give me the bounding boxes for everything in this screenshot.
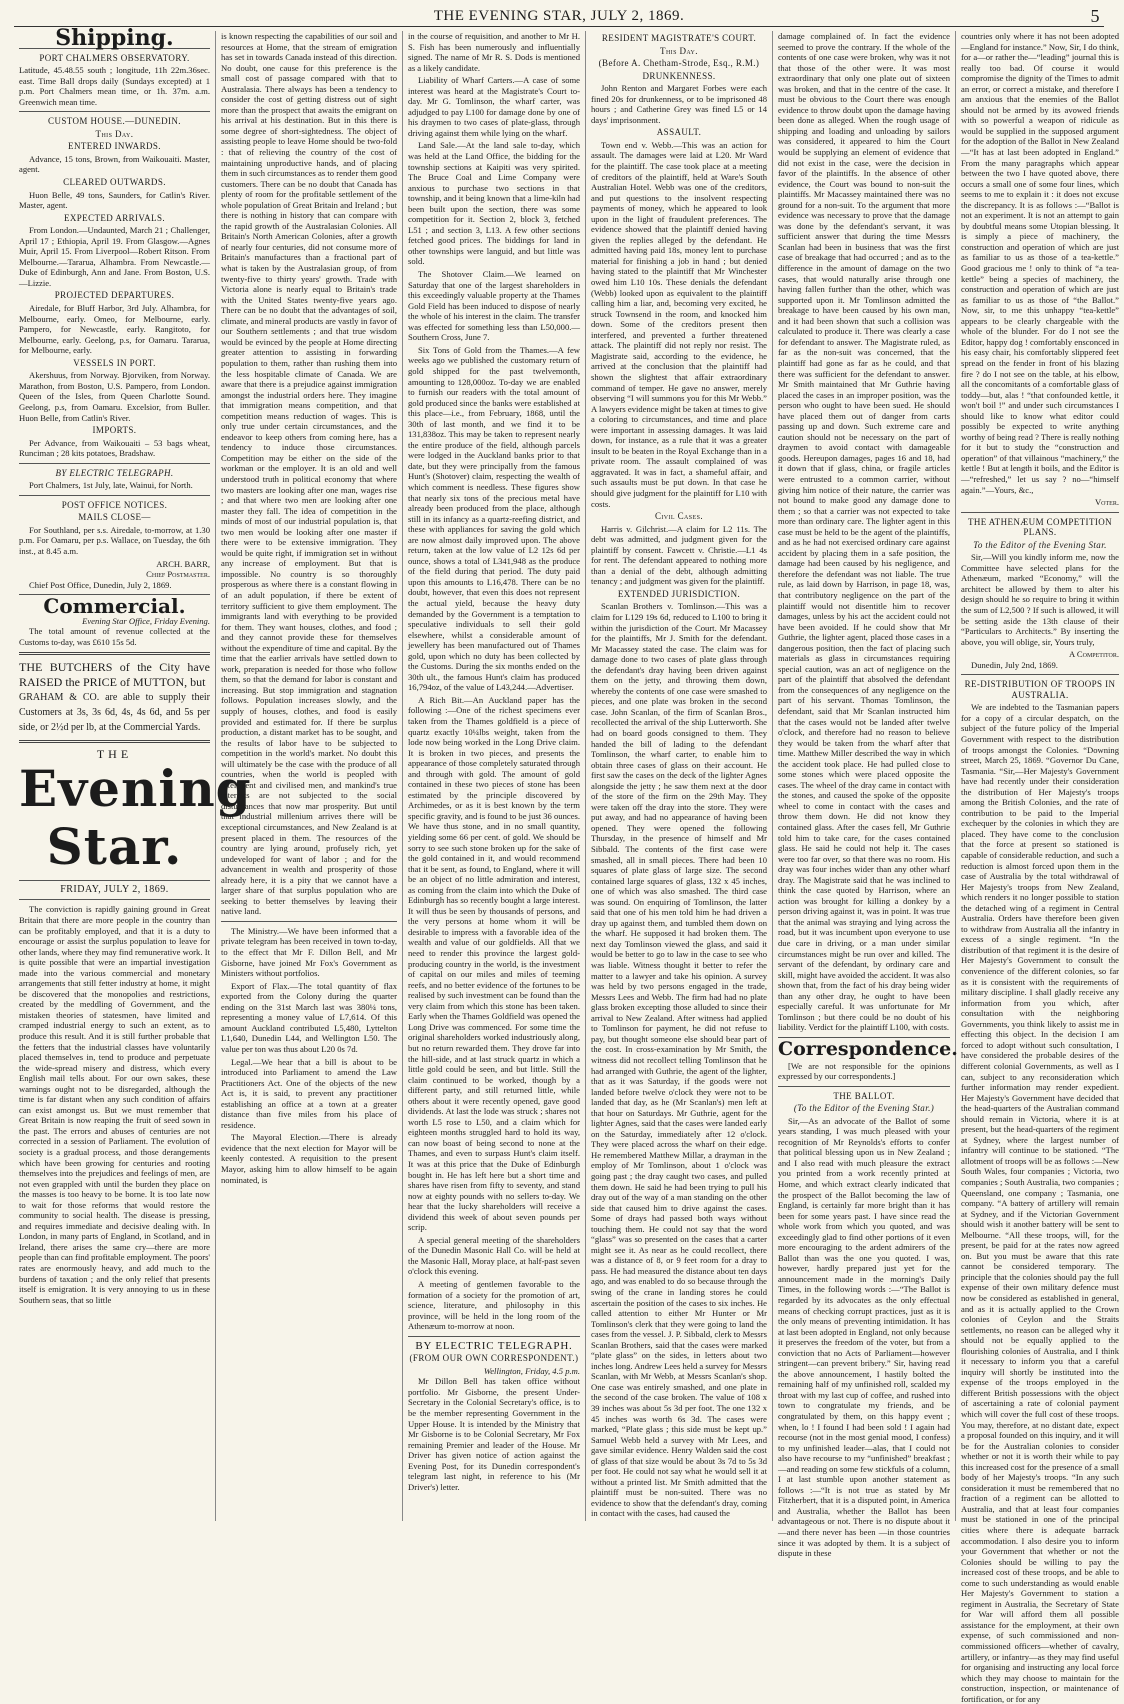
column-4 (586, 31, 773, 1521)
column-1 (14, 25, 252, 1521)
cleared-head: CLEARED OUTWARDS. (63, 177, 166, 188)
divider (19, 652, 210, 655)
ballot-sub: (To the Editor of the Evening Star.) (793, 1103, 935, 1114)
vessels-head: VESSELS IN PORT. (73, 357, 156, 368)
extended-text: Scanlan Brothers v. Tomlinson.—This was a claim for L129 19s 6d, reduced to L100 to bring it within the jurisdiction of the Court. Mr Macassey for the plaintiffs, Mr J. Smith for the defendant. Mr Macassey stated the case. The claim was for damage done to two cases of plate glass through the defendant's dray having been driven against them on the jetty, and throwing them down, whereby the contents of one case were smashed to pieces, and one plate was broken in the second case. John Scanlan, of the firm of Scanlan Bros., recollected the arrival of the ship Lutterworth. She had on board goods consigned to them. They handed the bill of lading to the defendant Tomlinson, the wharf carter, to enable him to obtain three cases of glass on their account. He first saw the cases on the deck of the lighter Agnes alongside the jetty ; he saw them next at the door of the store of the firm on the 29th May. They were taken off the dray into the store. They were put away, and had no appearance of having been opened. They were opened the following Thursday, in the presence of himself and Mr Sibbald. The contents of the first case were smashed, all in small pieces. There had been 10 squares of plate glass of large size. The second contained large squares of glass, 132 x 45 inches, one of which was also smashed. The third case was sound. On enquiring of Tomlinson, the latter said that one of his men told him he had driven a dray up against them, and tumbled them down on the wharf. He supposed it had broken them. The next day Tomlinson viewed the glass, and said it would be better to go to law in the case to see who was liable. Witness thought it better to refer the matter to a lawyer and take his opinion. A survey was held by two persons engaged in the trade, Messrs Lees and Webb. The firm had had no plate glass broken excepting those alluded to since their arrival to New Zealand. After witness had applied to Tomlinson for payment, he did not refuse to pay, but thought someone else should bear part of the cost. In cross-examination by Mr Smith, the witness did not recollect telling Tomlinson that he had arranged with Guthrie, the agent of the lighter, that as it was Saturday, if the goods were not landed before twelve o'clock they were not to be landed that day, as he (Mr Scanlan's) men left at that hour on Saturdays. Mr Guthrie, agent for the lighter Agnes, said that the cases were landed early on the Saturday, immediately after 12 o'clock. They were placed across the wharf on their edge. He remembered Matthew Millar, a drayman in the employ of Mr Tomlinson, about 1 o'clock was going past ; the dray caught two cases, and pulled them down. He said he had been trying to pull his dray out of the way of a man standing on the other side that caused him to drive against the cases. Some of drays had passed both ways without touching them. He could not say that the word “glass” was so presented on the cases that a carter might see it. As near as he could recollect, there was a distance of 8, or 9 feet room for a dray to pass. He had measured the distance about ten days ago, and was enabled to do so because through the swing of the crane in landing stores he could ascertain the position of the cases to six inches. He called attention to either Mr Hunter or Mr Tomlinson's clerk that they were going to land the cases from the vessel. J. P. Sibbald, clerk to Messrs Scanlan Brothers, said that the cases were marked “plate glass” on the sides, in letters about two inches long. Andrew Lees held a survey for Messrs Scanlan, with Mr Webb, at Messrs Scanlan's shop. One case was entirely smashed, and one plate in the second of the case broken. The value of 108 x 39 inches was about 5s 3d per foot. The one 132 x 45 inches was worth 6s 3d. The cases were marked, “Plate glass ; this side must be kept up.” Samuel Webb held a survey with Mr Lees, and gave similar evidence. Henry Walden said the cost of glass of that size would be about 3s 7d to 5s 3d per foot. He could not say what he would sell it at without a printed list. Mr Smith admitted that the plaintiff must be non-suited. There was no evidence to show that the defendant's dray, coming in contact with the cases, had caused the (591, 601, 767, 1519)
divider (19, 111, 210, 112)
entered-text: Advance, 15 tons, Brown, from Waikouaiti. Master, agent. (19, 153, 210, 175)
civil-head: Civil Cases. (655, 511, 703, 522)
gold-item: Six Tons of Gold from the Thames.—A few weeks ago we published the customary return of gold shipped for the past twelvemonth, amounting to 128,000oz. To-day we are enabled to furnish our readers with the total amount of gold produced since the banks were established at this place—i.e., from February, 1868, until the 30th of last month, and we find it to be 131,838oz. This may be taken to represent nearly the entire produce of the field, although parcels were lodged in the Auckland banks prior to that date, but they were principally from the famous Hunt's (Shotover) claim, respecting the wealth of which comment is needless. These figures show that nearly six tons of the precious metal have already been produced from the place, although still in its infancy as a quartz-reefing district, and these with appliances for saving the gold which are now almost daily improved upon. The above return, taken at the low value of L2 12s 6d per ounce, shows a total of L341,948 as the produce of the field during that period. The duty paid upon this amounts to L16,478. There can be no doubt, however, that even this does not represent the actual yield, because the heavy duty demanded by the Government is a temptation to speculative individuals to sell their gold elsewhere, whilst a considerable amount of jewellery has been manufactured out of Thames gold, upon which no duty has been collected by the Customs. During the six months ended on the 30th ult., the famous Hunt's claim has produced 16,794oz, of the value of L43,244.—Advertiser. (408, 344, 580, 693)
observatory-head: PORT CHALMERS OBSERVATORY. (39, 52, 190, 63)
divider (961, 674, 1119, 675)
divider (19, 495, 210, 496)
mayoral-continued: in the course of requisition, and another to Mr H. S. Fish has been numerously and influentially signed. The name of Mr R. S. Dods is mentioned as a likely candidate. (408, 31, 580, 73)
telegraph-head: BY ELECTRIC TELEGRAPH. (55, 467, 174, 478)
athenaeum-text: Sir,—Will you kindly inform me, now the Committee have selected plans for the Athenæum, marked “Economy,” will the architect be allowed by them to alter his design should he so require to bring it within the sum of L2,500 ? If such is allowed, it will be setting aside the 13th clause of their “Particulars to Architects.” By inserting the above, you will oblige, sir, Yours truly, (961, 552, 1119, 647)
telegraph-text: Mr Dillon Bell has taken office without portfolio. Mr Gisborne, the present Under-Secretary in the Colonial Secretary's office, is to be the member representing Government in the Upper House. It is intended by the Ministry that Mr Gisborne is to be Colonial Secretary, Mr Fox remaining Premier and leader of the House. Mr Driver has given notice of action against the Evening Post, for its Dunedin correspondent's telegram last night, in reference to his (Mr Driver's) letter. (408, 1376, 580, 1492)
mails-text: For Southland, per s.s. Airedale, to-morrow, at 1.30 p.m. For Oamaru, per p.s. Wallace, on Tuesday, the 6th inst., at 8.45 a.m. (19, 524, 210, 556)
shipping-title: Shipping. (55, 25, 174, 51)
divider (19, 899, 210, 900)
mails-signature: ARCH. BARR, (156, 558, 210, 569)
expected-text: From London.—Undaunted, March 21 ; Challenger, April 17 ; Ethiopia, April 19. From Glasgow.—Agnes Muir, April 15. From Liverpool—Robert Ritson. From Melbourne.—Tararua, Alhambra. From Newcastle.—Duke of Edinburgh, Ann and Jane. From Boston, U.S.—Lizzie. (19, 225, 210, 288)
drunk-text: John Renton and Margaret Forbes were each fined 20s for drunkenness, or to be imprisoned 48 hours ; and Catherine Grey was fined L5 or 14 days' imprisonment. (591, 83, 767, 125)
butchers-advert (19, 660, 210, 735)
commercial-text: The total amount of revenue collected at the Customs to-day, was £610 15s 5d. (19, 626, 210, 647)
athenaeum-item: A meeting of gentlemen favorable to the formation of a society for the promotion of art, science, literature, and philosophy in this province, will be held in the long room of the Athenæum to-morrow at noon. (408, 1278, 580, 1332)
athenaeum-place: Dunedin, July 2nd, 1869. (971, 659, 1058, 670)
imports-text: Per Advance, from Waikouaiti – 53 bags wheat, Runciman ; 28 kits potatoes, Bradshaw. (19, 437, 210, 459)
voter-signature: Voter. (1094, 497, 1119, 508)
telegraph-place: Wellington, Friday, 4.5 p.m. (483, 1365, 580, 1376)
rich-bit-item: A Rich Bit.—An Auckland paper has the following :—One of the richest specimens ever taken from the Thames goldfield is a piece of quartz exactly 10¼lbs weight, taken from the lode now being worked in the Long Drive claim. It is broken in two pieces, and presents the appearance of those completely saturated through and through with gold. The amount of gold contained in these two pieces of stone has been estimated by the principle discovered by Archimedes, or as it is best known by the term specific gravity, and is found to be just 36 ounces. We have thus stone, and in no small quantity, yielding some 66 per cent. of gold. We should be sorry to see such stone broken up for the sake of the gold contained in it, and would recommend that it be sent, as found, to England, where it will be an object of no little admiration and interest, as coming from the claim into which the Duke of Edinburgh has so recently bought a large interest. It will thus be seen by thousands of persons, and the very persons at home whom it will be desirable to impress with a favorable idea of the wealth and value of our goldfields. All that we need to render this province the largest gold-producing country in the world, is the investment of capital on our miles and miles of teeming reefs, and no better evidence of the fortunes to be realised by such investment can be found than the very claim from which this stone has been taken. Early when the Thames Goldfield was opened the Long Drive was commenced. For some time the original shareholders worked industriously along, but no return rewarded them. They drove far into the hill-side, and at last struck quartz in which a little gold could be seen, and but little. Still the claim continued to be worked, though by a different party, and still returned little, while others about it were recently opened, gave good dividends. At last the lode was struck ; shares not worth L5 rose to L50, and a claim which for eighteen months struggled hard to hold its way, can now boast of being second to none at the Thames, and even to surpass Hunt's claim itself. It was at this price that the Duke of Edinburgh bought in. He has left here but a short time and shares have risen from fifty to seventy, and stand now at eighty pounds with no sellers to-day. We hear that the lucky shareholders will receive a dividend this week of about seven pounds per scrip. (408, 694, 580, 1233)
divider (408, 1336, 580, 1337)
customs-head: CUSTOM HOUSE.—DUNEDIN. (48, 116, 181, 127)
paper-title: Evening Star. (19, 758, 252, 876)
column-5 (773, 31, 958, 1559)
leader-article: The conviction is rapidly gaining ground in Great Britain that there are more people in the country than can be profitably employed, and that it is a duty to encourage or assist the surplus population to leave for other lands, where they may find remunerative work. It is quite possible that were an impartial investigation made into the various commercial and monetary arrangements that still fetter industry at home, it might be discovered that the monopolies and restrictions, created by the meddling of Government, and the mistaken theories of statesmen, have limited and cramped industrial energy to such an extent, as to produce this result. And it is still further probable that the fetters that the industrial classes have voluntarily placed themselves in, tend to produce and perpetuate the wide-spread misery and distress, which every English mail tells about. For our own sakes, these warnings ought not to be disregarded, although the time is far distant when any such condition of affairs can exist amongst us. But we must remember that Great Britain is now reaping the fruit of seed sown in the past. The errors and abuses of centuries are not corrected in a session of Parliament. The evolution of society is a gradual process, and those derangements which have been growing for centuries and rooting themselves into the prejudices and feelings of men, are not even grappled with until the burden they place on the masses is too heavy to be borne. It is too late now to wait for those reforms that would restore the community to social health. The disease is pressing, and requires immediate and decisive dealing with. In London, in many parts of England, in Scotland, and in Ireland, there arises the same cry—there are more people than can find profitable employment. The poors' rates are enormously heavy, and add much to the burdens of taxation ; and the only relief that presents itself is emigration. It is very annoying to us in these Southern seas, that so little (19, 904, 210, 1305)
mails-place: Chief Post Office, Dunedin, July 2, 1869. (29, 579, 172, 590)
vessels-text: Akershuus, from Norway. Bjorviken, from Norway. Marathon, from Boston, U.S. Pampero, from London. Queen of the Isles, from Queen Charlotte Sound. Geelong, p.s, from Oamaru. Excelsior, from Buller. Huon Belle, from Catlin's River. (19, 370, 210, 423)
this-day: This Day. (660, 45, 698, 56)
divider (961, 512, 1119, 513)
assault-text: Town end v. Webb.—This was an action for assault. The damages were laid at L20. Mr Ward for the plaintiff. The case took place at a meeting of creditors of the plaintiff, held at Ware's South Australian Hotel. Webb was one of the creditors, and put questions to the insolvent respecting payments of money, which he appeared to look upon in the light of fraudulent preferences. The evidence showed that the plaintiff denied having given the replies alleged by the defendant. He admitted having paid 18s, money lent to purchase material for finishing a job in hand ; but denied having stated to the plaintiff that Mr Winchester owed him L10 10s. These denials the defendant (Webb) looked upon as equivalent to the plaintiff calling him a liar, and, becoming very excited, he struck Townsend in the room, and knocked him down. Some of the creditors present then interfered, and prevented a further threatened attack. The plaintiff did not reply nor resist. The Magistrate said, according to the evidence, he arrived at the conclusion that the plaintiff had shown the slightest that affair extraordinary command of temper. He gave no answer, merely observing “I will summons you for this Mr Webb.” A lawyers evidence might be taken at times to give a coloring to circumstances, and time and place were important in assessing damages. It was laid down, for instance, as a rule that it was a greater insult to be beaten in the Royal Exchange than in a private room. The assault complained of was aggravated. It was in fact, a shameful affair, and such assaults must be put down. In that case he should give judgment for the plaintiff for L10 with costs. (591, 139, 767, 509)
advert-line-1: THE BUTCHERS of the City have RAISED the PRICE of MUTTON, but (19, 660, 210, 690)
flax-item: Export of Flax.—The total quantity of flax exported from the Colony during the quarter ending on the 31st March last was 380¼ tons, representing a money value of L7,614. Of this amount Auckland contributed L5,480, Lyttelton L1,640, Dunedin L44, and Wellington L50. The value per ton was thus about L20 0s 7d. (221, 980, 397, 1054)
ballot-continued: countries only where it has not been adopted —England for instance.” Now, Sir, I do think, for a—or rather the—“leading” journal this is really too bad. Of course it would compromise the dignity of the Times to admit an error, or correct a mistake, and therefore I am anxious that the enemies of the Ballot should not be armed by its avowed friends with so powerful a weapon of ridicule as would be supplied in the supposed argument for the adoption of the Ballot in New Zealand—“It has at last been adopted in England.” From the many paragraphs which appear between the two I have quoted above, there occurs a small one of some four lines, which seems to me to explain it : it does not excuse the discrepancy. It is as follows :—“Ballot is not an experiment. It is not an attempt to gain by doubtful means some Utopian blessing. It is simply a piece of machinery, the construction and operation of which are just as familiar to us as those of a tea-kettle.” Good gracious me ! only to think of “a tea-kettle” being a species of machinery, the construction and operation of which are just as familiar to us as those of “the Ballot.” Now, sir, to me this unhappy “tea-kettle” appears to be clearly chargeable with the whole of the blunder. For do I not see the Editor, happy dog ! comfortably ensconced in his easy chair, his comfortably slippered feet spread on the fender in front of his blazing fire ? do I not see on the table, at his elbow, all the concomitants of a comfortable glass of toddy—but, alas ! “that confounded kettle, it won't boil !” and under such circumstances I should like to know what editor could possibly be expected to write anything worthy of being read ? There is really nothing for it but to study the “construction and operation” of that villainous “machinery,” the kettle ! But at length it boils, and the Editor is—“refreshed,” let us say ? no—“himself again.”—Yours, &c., (961, 31, 1119, 495)
drunk-head: DRUNKENNESS. (642, 70, 716, 81)
mayoral-item: The Mayoral Election.—There is already evidence that the next election for Mayor will be keenly contested. A requisition to the present Mayor, asking him to allow himself to be again nominated, is (221, 1132, 397, 1185)
divider (778, 1086, 950, 1087)
athenaeum-head: THE ATHENÆUM COMPETITION PLANS. (967, 516, 1113, 538)
masthead (14, 6, 1104, 27)
columns (14, 25, 1119, 1704)
correspondence-note: [We are not responsible for the opinions expressed by our correspondents.] (778, 1060, 950, 1082)
troops-head: RE-DISTRIBUTION OF TROOPS IN AUSTRALIA. (964, 679, 1116, 700)
athenaeum-sub: To the Editor of the Evening Star. (973, 539, 1107, 550)
land-item: Land Sale.—At the land sale to-day, which was held at the Land Office, the bidding for the township sections at Kaipiti was very spirited. The Bruce Coal and Lime Company were anxious to purchase two sections in that township, and it being known that a lime-kiln had been built upon the section, there was some competition for it. Section 2, block 3, fetched L51 ; and section 3, L13. A few other sections fetched good prices. The biddings for land in other townships were languid, and but little was sold. (408, 140, 580, 267)
divider (19, 740, 210, 743)
shotover-item: The Shotover Claim.—We learned on Saturday that one of the largest shareholders in this exceedingly valuable property at the Thames Gold Field has been induced to dispose of nearly the whole of his interest in the claim. The transfer was effected for something less than L50,000.—Southern Cross, June 7. (408, 269, 580, 343)
divider (221, 921, 397, 922)
telegraph-text: Port Chalmers, 1st July, late, Wainui, for North. (29, 480, 193, 491)
expected-head: EXPECTED ARRIVALS. (63, 212, 166, 223)
leader-continued: is known respecting the capabilities of our soil and resources at Home, that the stream of emigration has set in towards Canada instead of this direction. No doubt, one cause for this preference is the small cost of passage compared with that to Australasia. There always has been a tendency to consider the cost of getting distress out of sight more than the prospect that awaits the emigrant on his arrival at his destination. But in this there is some degree of short-sightedness. The object of assisting people to leave Home should be two-fold : that of relieving the country of the cost of maintaining unproductive hands, and of placing them in such circumstances as to render them good customers. There can be no doubt that Canada has plenty of room for the profitable settlement of the whole population of Great Britain and Ireland ; but there is nothing in history that can compare with the rapid growth of the Australasian Colonies. All Britain's North American Colonies, after a growth of nearly four centuries, did not consume more of Britain's manufactures than a fractional part of what is taken by the Australasian group, of from twenty-five to thirty years' growth. Trade with Victoria alone is nearly equal to Britain's trade with the United States twenty-five years ago. There can be no doubt that the advantages of soil, climate, and mineral products are vastly in favor of our Southern settlements ; and that true wisdom would be evinced by the people at Home directing greater attention to assisting in forwarding population to them, rather than rushing them into the less hospitable climate of Canada. We are aware that there is a prejudice against immigration amongst the industrial orders here. They imagine that immigration means competition, and that competition means reduction of wages. This is only true under certain circumstances, and the endeavor to keep others from coming here, has a tendency to induce those circumstances. Competition may be either on the side of the workman or the employer. It is an old and well understood truth in political economy that where two masters are looking after one man, wages rise ; and that where two men are looking after one master they fall. The idea of competition in the minds of most of our industrial population is, that two men would be looking after one master if there were to be extensive immigration. They would be quite right, if immigration set in without any increase of employment. But that is impossible. No country is so thoroughly prosperous as where there is a constant flowing in of an adult population, if there be extent of territory sufficient to give them employment. The immigrants land with everything to be provided for them. They want houses, clothes, and food ; and they cannot provide these for themselves without the expenditure of time and capital. By the time that the earlier arrivals have settled down to work, preparation is needed for those who follow them, so that the demand for labor is constant and increasing. But stop immigration and stagnation follows. Population increases slowly, and the supply of houses, clothes, and food is easily provided and estimated for. If there be surplus production, a distant market has to be sought, and the results of labor have to be subjected to competition in the world's market. No doubt this will ultimately be the case with the produce of all countries, when the world is peopled with intelligent and civilised men, and mankind's true interests are not subjected to the social disturbances that now mar prosperity. But until that industrial millenium arrives there will be exceptional circumstances, and New Zealand is at present placed in them. The resources of the country are lying around, profusely rich, yet undeveloped for want of labor ; and for the advancement in wealth and prosperity of those already here, it is a pity that we cannot have a larger share of that surplus population who are seeking to better themselves by leaving their native land. (221, 31, 397, 917)
commercial-title: Commercial. (43, 594, 186, 619)
page-number: 5 (1090, 5, 1100, 26)
column-2 (216, 31, 403, 1521)
mails-close: MAILS CLOSE— (78, 512, 151, 523)
advert-line-2: GRAHAM & CO. are able to supply their Customers at 3s, 3s 6d, 4s, 4s 6d, and 5s per side, or 2½d per lb, at the Commercial Yards. (19, 692, 210, 734)
assault-head: ASSAULT. (656, 127, 702, 138)
civil-text: Harris v. Gilchrist.—A claim for L2 11s. The debt was admitted, and judgment given for the plaintiff by consent. Fawcett v. Christie.—L1 4s for rent. The defendant appeared to nothing more than a denial of the debt, although admitting tenancy ; and judgment was given for the plaintiff. (591, 523, 767, 587)
court-continued: damage complained of. In fact the evidence seemed to prove the contrary. If the whole of the contents of one case were broken, why was it not that those of the other were. It was most extraordinary that only one plate out of sixteen was broken, and that in the centre of the case. It must be obvious to the Court there was enough evidence to throw doubt upon the damage having been done as alleged. When the rough usage of shipping and loading and unloading by sailors was considered, it appeared to him the Court would be supplying an element of evidence that did not exist in the case, were the decision in favor of the plaintiffs. In the absence of other evidence, the Court was bound to non-suit the plaintiffs. Mr Macassey maintained there was no ground for a non-suit. To the argument that more evidence was necessary to prove that the damage was done by the defendant's servant, it was sufficient answer that during the time Messrs Scanlan had been in business that was the first case of breakage that had occurred ; and as to the difference in the amount of damage on the two cases, that would naturally arise through one having fallen further than the other, which was supported upon it. Mr Tomlinson admitted the breakage to have been caused by his own man, and it had been shown that such a collision was calculated to produce it. There was clearly a case for defendant to answer. The Magistrate ruled, as far as the non-suit was concerned, that the plaintiff had gone as far as he could, and that there was sufficient for the defendant to answer. Mr Smith maintained that Mr Guthrie having placed the cases in an improper position, was the person who ought to have been sued. He should have placed them out of danger from carts passing up and down. Such extreme care and caution should not be necessary on the part of draymen to avoid contact with damageable goods. Hereupon damages, pages 16 and 18, had it down that if glass, china, or fragile articles were entrusted to a common carrier, without giving him notice of their nature, the carrier was not bound to make good any damage done to them ; so that a carrier was not expected to take more than ordinary care. The lighter agent in this case must be held to be the agent of the plaintiffs, and as he had not exercised ordinary care against accident by placing them in a safe position, the damage had been caused by his negligence, and therefore the defendant was not liable. The true rule, as laid down by Harrison, in page 18, was, that contributory negligence on the part of the plaintiff would not disentitle him to recover damages, unless by his act the accident could not have been avoided. If he could show that Mr Guthrie, the lighter agent, placed those cases in a dangerous position, then the fact of placing such materials as glass in circumstances requiring special caution, was an act of negligence on the part of the plaintiff that absolved the defendant from the consequences of any negligence on the part of his servant. Thomas Tomlinson, the defendant, said that Mr Scanlan instructed him that the cases would not be landed after twelve o'clock, and therefore had no reason to believe they would be taken from the wharf after that time. Matthew Miller described the way in which the accident took place. He had pulled close to some stones which were placed opposite the cases. The wheel of the dray came in contact with the stones, and caused the spoke of the opposite wheel to come in contact with the cases and throw them down. He did not know they contained glass. After the cases fell, Mr Guthrie told him to take care, for the cases contained glass. He said he could not help it. The cases were too far over, so that there was no room. His dray was four inches wider than any other wharf dray. The Magistrate said that he was inclined to think the case quoted by Harrison, where an action was brought for killing a donkey by a person driving against it, was in point. It was true that the animal was straying and lying across the road, but it was incumbent upon everyone to use due care in driving, or a man under similar circumstances might be run over and killed. The servant of the defendant, by ordinary care and skill, might have avoided the accident. It was also shown that, from the fact of his dray being wider than any other dray, he ought to have been especially careful. It was unfortunate for Mr Tomlinson ; but there could be no doubt of his liability. Verdict for the plaintiff L100, with costs. (778, 31, 950, 1033)
divider (19, 880, 210, 881)
this-day: This Day. (95, 128, 134, 139)
post-office-head: POST OFFICE NOTICES. (61, 499, 168, 510)
running-head: THE EVENING STAR, JULY 2, 1869. (433, 7, 685, 24)
troops-text: We are indebted to the Tasmanian papers for a copy of a circular despatch, on the subject of the future policy of the Imperial Government with respect to the distribution of troops amongst the Colonies. “Downing street, March 25, 1869. “Governor Du Cane, Tasmania. “Sir,—Her Majesty's Government have had recently under their consideration the distribution of Her Majesty's troops among the British Colonies, and the rate of contribution to be paid to the Imperial exchequer by the colonies in which they are placed. They have come to the conclusion that the force at present so stationed is capable of considerable reduction, and such a reduction is almost forced upon them in the case of Australia by the total withdrawal of Her Majesty's troops from New Zealand, which renders it no longer possible to station the detached wing of a regiment in Central Australia. Orders have therefore been given to withdraw from Australia all the infantry in excess of a single regiment. “In the distribution of that regiment it is the desire of Her Majesty's Government to consult the convenience of the different colonies, so far as it is consistent with the requirements of military discipline. I shall gladly receive any information from you which, after consultation with the neighboring Governments, you think likely to assist me in effecting this object. In the decision I am forced to adopt without such consultation, I have considered the probable desires of the different colonial Governments, as well as I can, subject to any reconsideration which further information may render expedient. Her Majesty's Government have decided that the head-quarters of the Australian command should remain in Victoria, where it is at present, but the head-quarters of the regiment at Sydney, where the largest number of infantry will continue to be stationed. “The allotment of troops will be as follows :—New South Wales, four companies ; Victoria, two companies ; South Australia, two companies ; Queensland, one company ; Tasmania, one company. “A battery of artillery will remain at Sydney, and if the Victorian Government should wish it another battery will be sent to Melbourne. “All these troops, will, for the present, be paid for at the rates now agreed on. But you must be aware that this rate cannot be considered temporary. The principle that the colonies should pay the full expense of their own military defence must now be considered as established in general, and as it is actually applied to the Crown colonies of Ceylon and the Straits settlements, no reason can be alleged why it should not be equally applied to the flourishing colonies of Australia, and I think it necessary to inform you that a careful inquiry will shortly be instituted into the expense of the troops employed in the different British possessions with the object of ascertaining a rate of colonial payment which will cover the full cost of these troops. You may, therefore, at no distant date, expect a proposal founded on this inquiry, and it will be for the Australian colonies to consider whether or not it is worth their while to pay this increased cost for the presence of a small body of her Majesty's troops. “In any such consideration it must be remembered that no fraction of a regiment can be allotted to Australia, and that at least four companies must be stationed in one of the principal cities where there is adequate barrack accommodation. I also desire you to inform your Government that whether or not the Colonies should be willing to pay the increased cost of these troops, and be able to come to such understanding as would enable Her Majesty's Government to station a regiment in Australia, the Secretary of State for War will afford them all possible assistance for the employment, at their own expense, of such commissioned and non-commissioned officers—whether of cavalry, artillery, or infantry—as they may find useful for organising and instructing any local force which they may choose to maintain for the construction, inspection, or maintenance of fortification, or for any (961, 702, 1119, 1704)
projected-text: Airedale, for Bluff Harbor, 3rd July. Alhambra, for Melbourne, early. Omeo, for Melbourne, early. Pampero, for Newcastle, early. Rangitoto, for Melbourne, early. Geelong, p.s, for Oamaru. Tararua, for Melbourne, early. (19, 303, 210, 356)
extended-head: EXTENDED JURISDICTION. (617, 588, 741, 599)
legal-item: Legal.—We hear that a bill is about to be introduced into Parliament to amend the Law Practitioners Act. One of the objects of the new Act is, it is said, to prevent any practitioner establishing an office at a town at a greater distance than five miles from his place of residence. (221, 1056, 397, 1130)
athenaeum-signature: A Competitor. (1069, 649, 1119, 660)
commercial-place: Evening Star Office, Friday Evening. (82, 615, 210, 626)
ministry-item: The Ministry.—We have been informed that a private telegram has been received in town to-day, to the effect that Mr F. Dillon Bell, and Mr Gisborne, have joined Mr Fox's Government as Ministers without portfolios. (221, 925, 397, 979)
telegraph-sub: (FROM OUR OWN CORRESPONDENT.) (409, 1353, 579, 1364)
observatory-text: Latitude, 45.48.55 south ; longitude, 11h 22m.36sec. east. Time Ball drops daily (Sundays excepted) at 1 p.m. Port Chalmers mean time, or 1h. 37m. a.m. Greenwich mean time. (19, 65, 210, 107)
column-3 (403, 31, 586, 1521)
wharf-item: Liability of Wharf Carters.—A case of some interest was heard at the Magistrate's Court to-day. Mr G. Tomlinson, the wharf carter, was adjudged to pay L100 for damage done by one of his draymen to two cases of plate-glass, through driving against them while lying on the wharf. (408, 75, 580, 138)
ballot-head: THE BALLOT. (833, 1090, 895, 1101)
mails-signature-title: Chief Postmaster. (146, 569, 210, 580)
projected-head: PROJECTED DEPARTURES. (54, 290, 175, 301)
ballot-text: Sir,—As an advocate of the Ballot of some years standing, I was much pleased with your recognition of Mr Reynolds's efforts to confer that political blessing upon us in New Zealand ; and I also read with much pleasure the extract you printed from a work recently printed at Home, and which extract clearly indicated that the prospect of the Ballot becoming the law of England, is certainly far more bright than it has been for some years past. I have since read the whole work from which you quoted, and was exceedingly glad to find other portions of it even more encouraging to the ardent admirers of the Ballot than was the one you quoted. I was, however, hardly prepared just yet for the announcement made in the morning's Daily Times, in the following words :—“The Ballot is regarded by its advocates as the only effectual means of checking corrupt practices, just as it is the only means of preventing intimidation. It has at last been adopted in England, not only because it preserves the freedom of the voter, but from a conviction that no Acts of Parliament—however stringent—can prevent bribery.” Sir, having read the above announcement, I hastily bolted the remaining half of my unfinished roll, scalded my throat with my last cup of coffee, and rushed into town to congratulate my friends, and be congratulated by them, on this happy event ; when, lo ! I found I had been sold ! I again had recourse (not in the most genial mood, I confess) to my unfinished leader—alas, that I could not also have recourse to my “unfinished” breakfast ;—and reading on some few stickfuls of a column, I at last stumble upon another statement as follows :—“It is not true as stated by Mr Fitzherbert, that it is a disputed point, in America and Australia, whether the Ballot has been advantageous or not. There is no dispute about it—and there never has been —in those countries since it was adopted by them. It is a subject of dispute in these (778, 1115, 950, 1559)
title-the: THE (96, 747, 133, 762)
entered-head: ENTERED INWARDS. (68, 141, 161, 152)
court-before: (Before A. Chetham-Strode, Esq., R.M.) (598, 58, 760, 69)
divider (19, 463, 210, 464)
column-6 (956, 31, 1124, 1704)
telegraph-head: BY ELECTRIC TELEGRAPH. (415, 1339, 573, 1352)
imports-head: IMPORTS. (92, 425, 137, 436)
cleared-text: Huon Belle, 49 tons, Saunders, for Catlin's River. Master, agent. (19, 189, 210, 211)
masonic-item: A special general meeting of the shareholders of the Dunedin Masonic Hall Co. will be held at the Masonic Hall, Moray place, at half-past seven o'clock this evening. (408, 1234, 580, 1277)
correspondence-title: Correspondence. (778, 1037, 958, 1060)
court-head: RESIDENT MAGISTRATE'S COURT. (601, 33, 757, 43)
issue-date: FRIDAY, JULY 2, 1869. (60, 883, 169, 895)
